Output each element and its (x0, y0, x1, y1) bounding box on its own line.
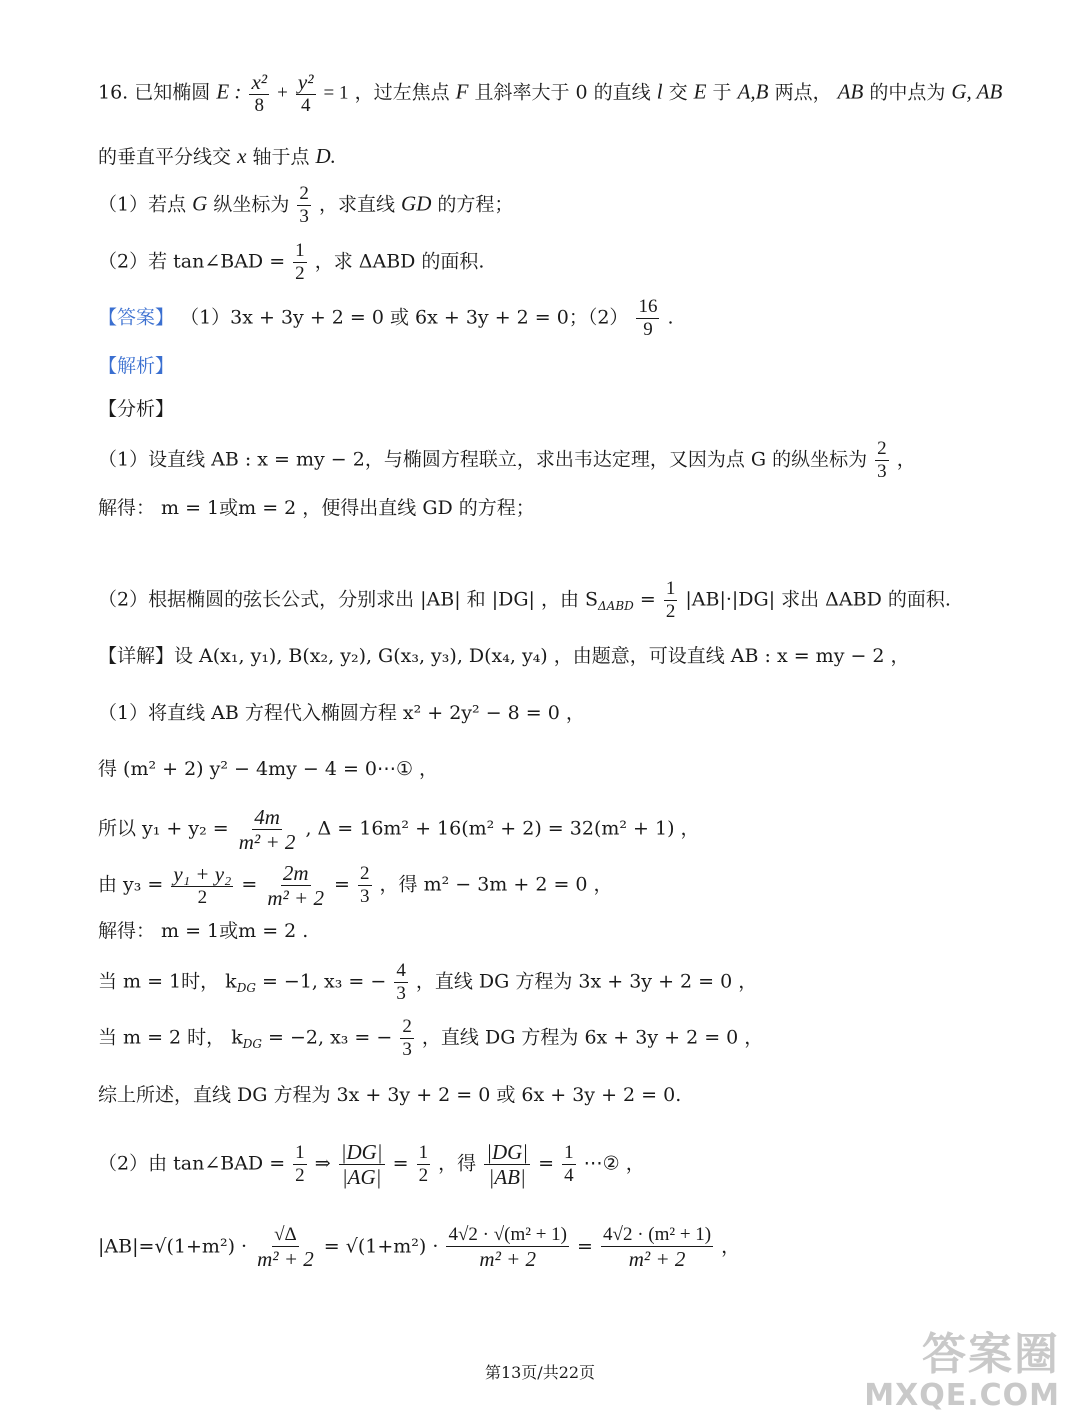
detail-line-9: 综上所述，直线 DG 方程为 3x + 3y + 2 = 0 或 6x + 3y + 2 = 0. (98, 1084, 682, 1106)
detail-line-7 (98, 960, 757, 1005)
detail-text: , Δ = 16m² + 16(m² + 2) = 32(m² + 1) ， (305, 817, 700, 840)
detail-text: ，直线 DG 方程为 3x + 3y + 2 = 0 ， (415, 970, 758, 993)
watermark-logo (864, 1318, 1060, 1413)
math-symbol: = 1 (323, 82, 349, 104)
fraction: $\frac{4m}{\text{m² + 2}}$ (238, 805, 296, 855)
math-symbol: AB (837, 79, 864, 104)
fraction: $\frac{1}{2}$ (665, 578, 676, 622)
detail-text: 当 m = 2 时， k (98, 1026, 243, 1049)
fraction: $\frac{1}{2}$ (418, 1142, 429, 1187)
detail-text: = −2, x₃ = − (268, 1026, 393, 1049)
analysis-text: ， (896, 448, 916, 471)
fraction: $\frac{2}{3}$ (877, 438, 887, 482)
question-text: 纵坐标为 (213, 193, 290, 216)
problem-text: 交 (668, 81, 688, 104)
detail-text: = (577, 1235, 593, 1258)
fraction: $\frac{1}{2}$ (295, 240, 305, 284)
subscript: ΔABD (598, 599, 634, 614)
math-symbol: G, AB (951, 79, 1003, 104)
detail-line-4 (98, 805, 700, 854)
detail-text: = √(1+m²) · (323, 1235, 439, 1258)
watermark-url: MXQE.COM (864, 1378, 1060, 1413)
detail-line-10 (98, 1140, 645, 1189)
detail-text: |AB|=√(1+m²) · (98, 1235, 248, 1258)
detail-text: 所以 y₁ + y₂ = (98, 817, 229, 840)
math-symbol: E : (216, 79, 242, 104)
detail-text: ⋯② ， (583, 1152, 645, 1175)
analysis-text: |AB|·|DG| 求出 ΔABD 的面积. (685, 588, 951, 611)
analysis-line-3 (98, 578, 951, 623)
math-symbol: l (656, 79, 663, 104)
fraction: $\frac{1}{2}$ (295, 1142, 305, 1187)
problem-text: 的中点为 (869, 81, 946, 104)
analysis-line-2: 解得： m = 1或m = 2 ，便得出直线 GD 的方程； (98, 497, 535, 519)
fraction: $\frac{\text{x²}}{8}$ (251, 70, 268, 117)
problem-text: 且斜率大于 0 的直线 (474, 81, 651, 104)
math-symbol: G (192, 191, 208, 216)
question-text: ，求直线 (318, 193, 395, 216)
fraction: $\frac{\text{4√2 · (m² + 1)}}{\text{m² + 2}}$ (603, 1224, 712, 1271)
problem-line-1 (98, 70, 1002, 117)
problem-text: 两点， (774, 81, 832, 104)
fraction: $\frac{\text{y²}}{4}$ (297, 70, 314, 117)
answer-text: . (667, 306, 674, 329)
math-symbol: + (277, 82, 288, 104)
detail-line-8 (98, 1016, 763, 1061)
analysis-text: = (639, 588, 656, 611)
fraction: $\frac{|DG|}{|AB|}$ (486, 1140, 529, 1190)
subscript: DG (242, 1037, 262, 1052)
analysis-line-1 (98, 438, 916, 483)
problem-text: ，过左焦点 (354, 81, 450, 104)
fraction: $\frac{1}{4}$ (564, 1142, 574, 1187)
detail-line-3: 得 (m² + 2) y² − 4my − 4 = 0⋯① ， (98, 758, 439, 780)
math-symbol: x (237, 144, 247, 168)
problem-text: 于 (712, 81, 732, 104)
fraction: $\frac{16}{9}$ (638, 296, 658, 340)
fraction: $\frac{√\Delta}{\text{m² + 2}}$ (257, 1224, 314, 1271)
fraction: $\frac{2}{3}$ (360, 863, 370, 908)
answer-tag: 【答案】 (98, 306, 175, 329)
detail-text: ，得 m² − 3m + 2 = 0 ， (379, 873, 613, 896)
question-text: （1）若点 (98, 193, 187, 216)
watermark-text: 答案圈 (922, 1329, 1060, 1380)
detail-text: ， (721, 1235, 741, 1258)
detail-line-11 (98, 1224, 740, 1271)
question-2 (98, 240, 484, 285)
detail-text: ⇒ (314, 1152, 331, 1175)
math-symbol: GD (401, 191, 432, 216)
analysis-text: （1）设直线 AB : x = my − 2，与椭圆方程联立，求出韦达定理，又因为点 G 的纵坐标为 (98, 448, 868, 471)
answer-text: （1）3x + 3y + 2 = 0 或 6x + 3y + 2 = 0；（2） (180, 306, 629, 329)
detail-text: = (334, 873, 350, 896)
detail-text: = (241, 873, 258, 896)
detail-text: ，得 (438, 1152, 477, 1175)
problem-text: 轴于点 (252, 146, 310, 168)
question-text: 的方程； (437, 193, 514, 216)
answer-line (98, 296, 674, 341)
detail-text: 由 y₃ = (98, 873, 164, 896)
problem-text: 16. 已知椭圆 (98, 81, 211, 104)
fraction: $\frac{2m}{\text{m² + 2}}$ (267, 861, 324, 911)
detail-text: = (392, 1152, 409, 1175)
question-1 (98, 183, 513, 228)
math-symbol: A,B (737, 79, 769, 104)
question-text: （2）若 tan∠BAD = (98, 250, 286, 273)
fenxi-heading: 【分析】 (98, 398, 175, 420)
fraction: $\frac{\text{y₁ + y₂}}{2}$ (173, 862, 232, 909)
page-number: 第13页/共22页 (484, 1363, 596, 1382)
question-text: ，求 ΔABD 的面积. (314, 250, 485, 273)
detail-text: （2）由 tan∠BAD = (98, 1152, 286, 1175)
fraction: $\frac{2}{3}$ (299, 183, 309, 227)
problem-text: 的垂直平分线交 (98, 146, 232, 168)
math-symbol: E (693, 79, 707, 104)
fraction: $\frac{|DG|}{|AG|}$ (340, 1140, 383, 1190)
detail-text: ，直线 DG 方程为 6x + 3y + 2 = 0 ， (421, 1026, 764, 1049)
fraction: $\frac{4}{3}$ (396, 960, 406, 1004)
math-symbol: D. (315, 144, 336, 168)
detail-text: = −1, x₃ = − (261, 970, 387, 993)
subscript: DG (236, 981, 256, 996)
detail-line-1: 【详解】设 A(x₁, y₁), B(x₂, y₂), G(x₃, y₃), D(x₄, y₄) ，由题意，可设直线 AB : x = my − 2 ， (98, 645, 910, 667)
problem-line-2 (98, 146, 336, 167)
detail-line-2: （1）将直线 AB 方程代入椭圆方程 x² + 2y² − 8 = 0 ， (98, 702, 585, 724)
detail-line-5 (98, 861, 613, 910)
detail-text: = (538, 1152, 555, 1175)
fraction: $\frac{2}{3}$ (402, 1016, 412, 1060)
math-symbol: F (455, 79, 469, 104)
detail-text: 当 m = 1时， k (98, 970, 237, 993)
jiexi-heading: 【解析】 (98, 355, 175, 377)
detail-line-6: 解得： m = 1或m = 2 . (98, 920, 309, 942)
analysis-text: （2）根据椭圆的弦长公式，分别求出 |AB| 和 |DG| ，由 S (98, 588, 599, 611)
fraction: $\frac{\text{4√2 · √(m² + 1)}}{\text{m² + 2}}$ (448, 1224, 567, 1271)
